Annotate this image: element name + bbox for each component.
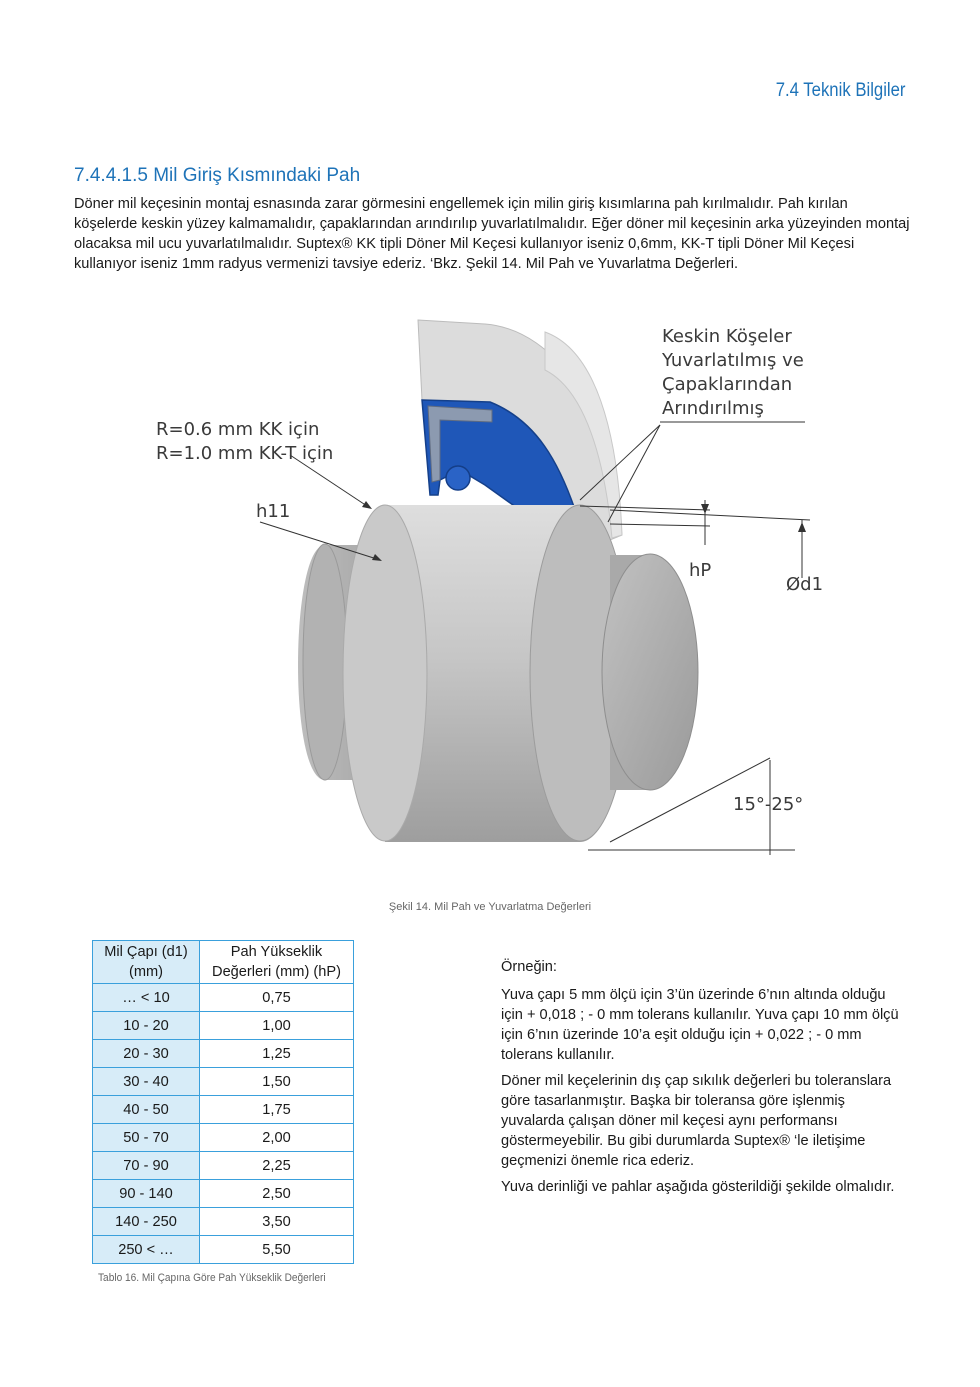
section-title: 7.4.4.1.5 Mil Giriş Kısmındaki Pah bbox=[74, 165, 361, 186]
label-h11: h11 bbox=[256, 501, 291, 522]
label-d1: Ød1 bbox=[786, 574, 824, 595]
arrow-radius bbox=[362, 501, 372, 509]
table-cell-height: 1,50 bbox=[200, 1068, 354, 1096]
table-cell-height: 3,50 bbox=[200, 1208, 354, 1236]
table-cell-diameter: 30 - 40 bbox=[93, 1068, 200, 1096]
shaft-right-face bbox=[602, 554, 698, 790]
table-row bbox=[93, 1040, 354, 1068]
chamfer-height-table bbox=[92, 940, 354, 1264]
table-row bbox=[93, 1208, 354, 1236]
example-paragraph: Yuva derinliği ve pahlar aşağıda gösterildiği şekilde olmalıdır. bbox=[501, 1179, 895, 1195]
table-cell-diameter: 40 - 50 bbox=[93, 1096, 200, 1124]
arrow-hp bbox=[701, 504, 709, 514]
example-title: Örneğin: bbox=[501, 959, 557, 975]
table-row bbox=[93, 1096, 354, 1124]
hp-ext-bottom bbox=[610, 524, 710, 526]
table-cell-height: 1,00 bbox=[200, 1012, 354, 1040]
table-cell-diameter: 20 - 30 bbox=[93, 1040, 200, 1068]
table-cell-height: 0,75 bbox=[200, 984, 354, 1012]
table-row bbox=[93, 1236, 354, 1264]
label-corners-1: Keskin Köşeler bbox=[662, 326, 792, 347]
table-cell-height: 1,75 bbox=[200, 1096, 354, 1124]
table-cell-height: 2,00 bbox=[200, 1124, 354, 1152]
shaft-left-edge bbox=[343, 505, 427, 841]
table-row bbox=[93, 984, 354, 1012]
intro-paragraph: Döner mil keçesinin montaj esnasında zarar görmesini engellemek için milin giriş kısımlarına pah kırılmalıdır. Pah kırılan köşelerde keskin yüzey kalmamalıdır, çapaklarından arındırılıp yuvarlatılmalıdır. Eğer döner mil keçesinin arka yüzeyinden montaj olacaksa mil ucu yuvarlatılmalıdır. Suptex® KK tipli Döner Mil Keçesi kullanıyor iseniz 0,6mm, KK-T tipli Döner Mil Keçesi kullanıyor iseniz 1mm radyus vermenizi tavsiye ederiz. ‘Bkz. Şekil 14. Mil Pah ve Yuvarlatma Değerleri. bbox=[74, 196, 910, 272]
table-row bbox=[93, 1124, 354, 1152]
arrow-d1 bbox=[798, 522, 806, 532]
table-cell-diameter: 250 < … bbox=[93, 1236, 200, 1264]
label-corners-4: Arındırılmış bbox=[662, 398, 764, 419]
table-caption: Tablo 16. Mil Çapına Göre Pah Yükseklik Değerleri bbox=[98, 1272, 326, 1284]
example-paragraph: Yuva çapı 5 mm ölçü için 3’ün üzerinde 6’nın altında olduğu için + 0,018 ; - 0 mm tolerans kullanılır. Yuva çapı 10 mm ölçü için 6’nın üzerinde 10’a eşit olduğu için + 0,022 ; - 0 mm tolerans kullanılır. bbox=[501, 987, 899, 1063]
table-cell-diameter: 90 - 140 bbox=[93, 1180, 200, 1208]
label-hp: hP bbox=[689, 560, 712, 581]
header-title: 7.4 Teknik Bilgiler bbox=[776, 80, 906, 101]
table-cell-diameter: … < 10 bbox=[93, 984, 200, 1012]
label-radius-kkt: R=1.0 mm KK-T için bbox=[156, 443, 334, 464]
table-cell-diameter: 10 - 20 bbox=[93, 1012, 200, 1040]
table-row bbox=[93, 1068, 354, 1096]
table-cell-height: 2,25 bbox=[200, 1152, 354, 1180]
seal-spring bbox=[446, 466, 470, 490]
example-paragraph: Döner mil keçelerinin dış çap sıkılık değerleri bu toleranslara göre tasarlanmıştır. Başka bir toleransa göre işlenmiş yuvalarda çalışan döner mil keçesi aynı performansı göstermeyebilir. Bu gibi durumlarda Suptex® ‘le iletişime geçmenizi önemle rica ederiz. bbox=[501, 1073, 892, 1169]
shaft-illustration bbox=[140, 310, 840, 870]
table-row bbox=[93, 1012, 354, 1040]
table-cell-diameter: 50 - 70 bbox=[93, 1124, 200, 1152]
figure-caption: Şekil 14. Mil Pah ve Yuvarlatma Değerleri bbox=[388, 901, 592, 913]
table-cell-diameter: 70 - 90 bbox=[93, 1152, 200, 1180]
d1-ext bbox=[610, 510, 810, 520]
example-block bbox=[501, 957, 911, 1203]
label-angle: 15°-25° bbox=[733, 794, 804, 815]
label-corners-3: Çapaklarından bbox=[662, 374, 793, 395]
label-corners-2: Yuvarlatılmış ve bbox=[662, 350, 804, 371]
table-row bbox=[93, 1152, 354, 1180]
label-radius-kk: R=0.6 mm KK için bbox=[156, 419, 320, 440]
shaft-chamfer-figure bbox=[140, 310, 840, 870]
table-cell-height: 1,25 bbox=[200, 1040, 354, 1068]
table-header-row bbox=[93, 941, 354, 984]
shaft-left-stub-end bbox=[303, 544, 347, 780]
table-cell-height: 5,50 bbox=[200, 1236, 354, 1264]
table-header-diameter: Mil Çapı (d1) (mm) bbox=[93, 941, 200, 984]
table-cell-diameter: 140 - 250 bbox=[93, 1208, 200, 1236]
table-row bbox=[93, 1180, 354, 1208]
table-header-height: Pah Yükseklik Değerleri (mm) (hP) bbox=[200, 941, 354, 984]
table-cell-height: 2,50 bbox=[200, 1180, 354, 1208]
